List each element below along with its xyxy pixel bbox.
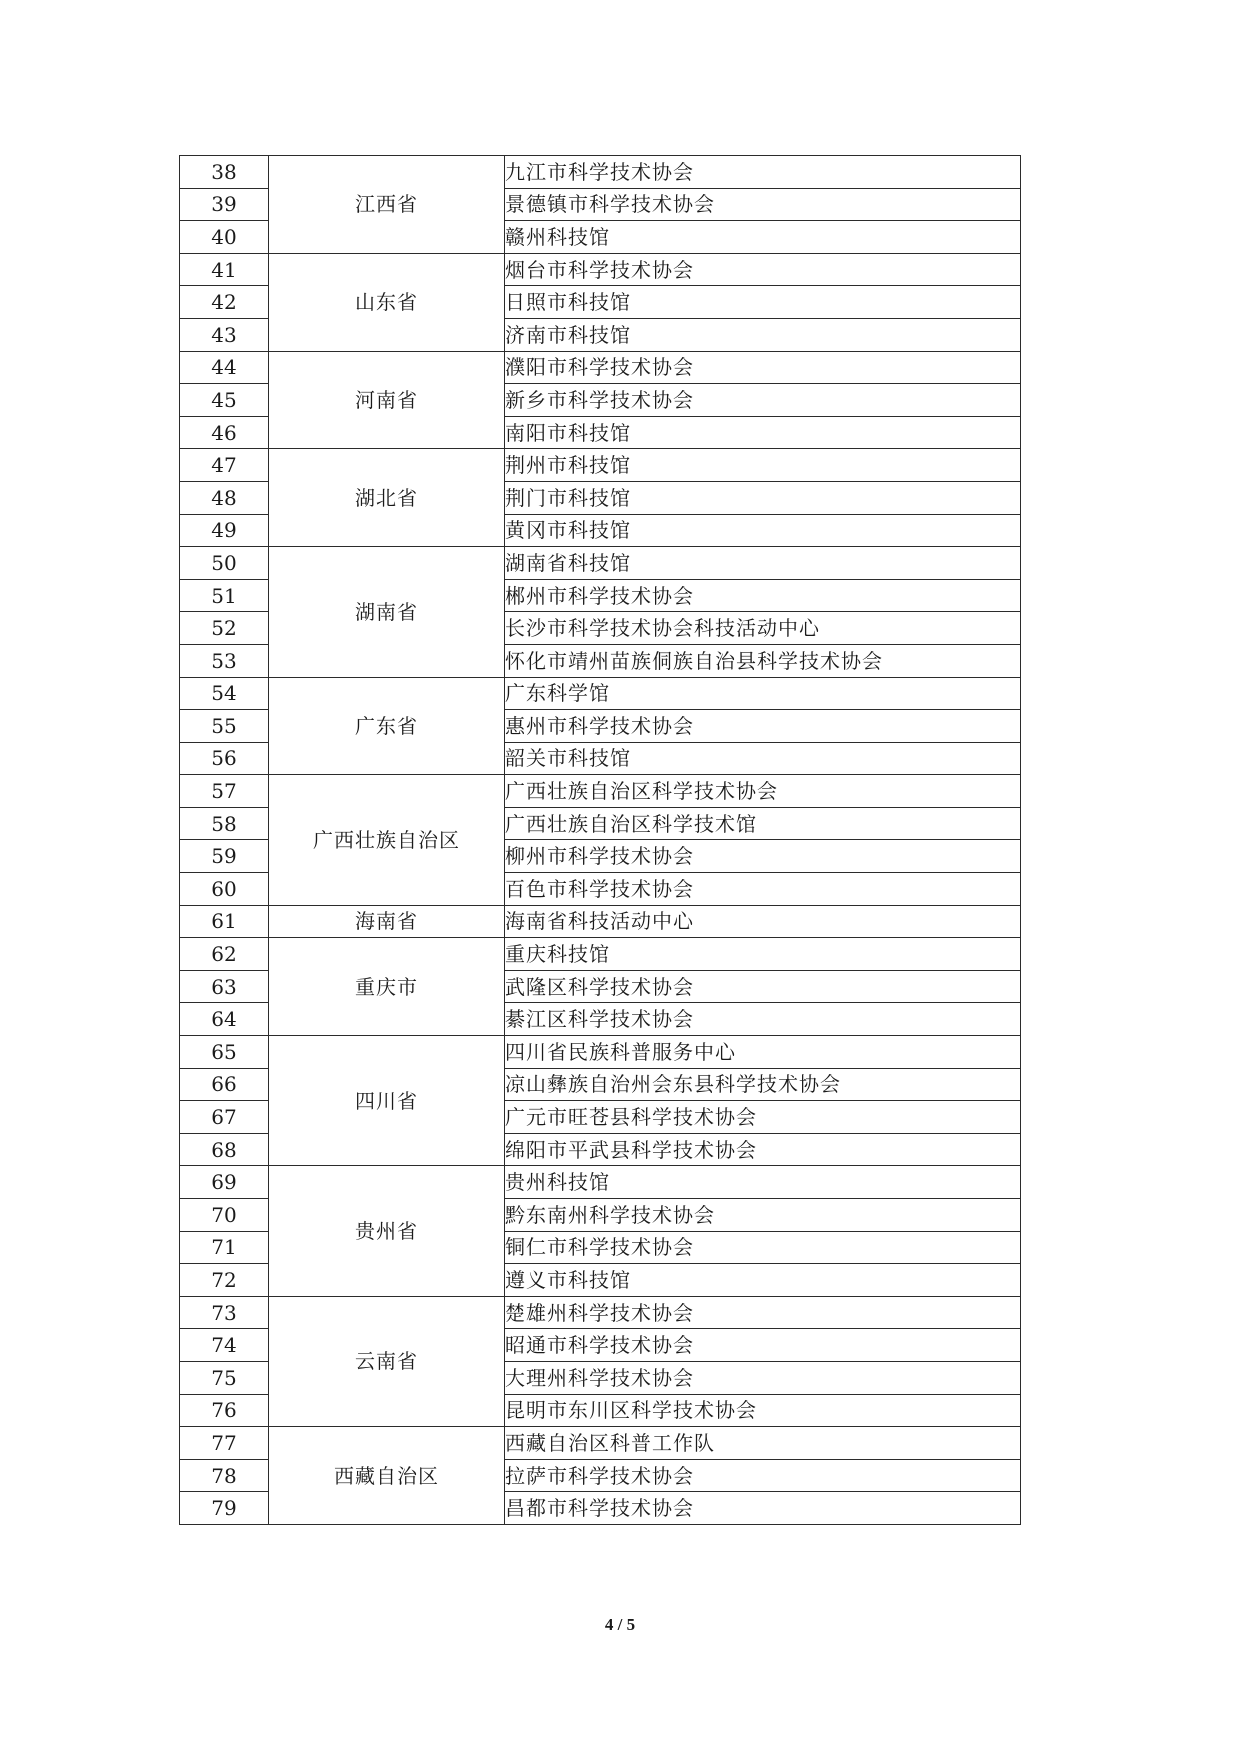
table-body [180, 156, 1021, 1525]
row-number: 66 [180, 1068, 269, 1101]
row-number: 55 [180, 710, 269, 743]
row-number: 77 [180, 1427, 269, 1460]
row-number: 62 [180, 938, 269, 971]
row-number: 41 [180, 253, 269, 286]
province-cell: 江西省 [269, 156, 505, 254]
row-number: 56 [180, 742, 269, 775]
row-number: 79 [180, 1492, 269, 1525]
row-number: 61 [180, 905, 269, 938]
table-row [180, 351, 1021, 384]
organization-name: 綦江区科学技术协会 [505, 1003, 1021, 1036]
table-row [180, 156, 1021, 189]
organization-name: 昆明市东川区科学技术协会 [505, 1394, 1021, 1427]
row-number: 50 [180, 547, 269, 580]
province-cell: 湖北省 [269, 449, 505, 547]
row-number: 73 [180, 1296, 269, 1329]
organization-name: 南阳市科技馆 [505, 416, 1021, 449]
organization-name: 遵义市科技馆 [505, 1264, 1021, 1297]
organization-name: 黔东南州科学技术协会 [505, 1199, 1021, 1232]
row-number: 57 [180, 775, 269, 808]
organization-name: 柳州市科学技术协会 [505, 840, 1021, 873]
row-number: 54 [180, 677, 269, 710]
table-row [180, 547, 1021, 580]
row-number: 51 [180, 579, 269, 612]
table-row [180, 775, 1021, 808]
row-number: 53 [180, 644, 269, 677]
province-cell: 西藏自治区 [269, 1427, 505, 1525]
organization-name: 大理州科学技术协会 [505, 1361, 1021, 1394]
province-cell: 广西壮族自治区 [269, 775, 505, 905]
organization-name: 四川省民族科普服务中心 [505, 1036, 1021, 1069]
organization-name: 广东科学馆 [505, 677, 1021, 710]
organization-table [179, 155, 1021, 1525]
row-number: 46 [180, 416, 269, 449]
table-row [180, 938, 1021, 971]
table-row [180, 677, 1021, 710]
table-row [180, 1036, 1021, 1069]
row-number: 70 [180, 1199, 269, 1232]
organization-name: 广西壮族自治区科学技术协会 [505, 775, 1021, 808]
row-number: 42 [180, 286, 269, 319]
organization-name: 惠州市科学技术协会 [505, 710, 1021, 743]
organization-name: 怀化市靖州苗族侗族自治县科学技术协会 [505, 644, 1021, 677]
organization-name: 济南市科技馆 [505, 318, 1021, 351]
organization-name: 烟台市科学技术协会 [505, 253, 1021, 286]
organization-name: 韶关市科技馆 [505, 742, 1021, 775]
page-number: 4 / 5 [604, 1615, 636, 1634]
organization-name: 日照市科技馆 [505, 286, 1021, 319]
organization-name: 濮阳市科学技术协会 [505, 351, 1021, 384]
table-row [180, 1427, 1021, 1460]
row-number: 44 [180, 351, 269, 384]
row-number: 47 [180, 449, 269, 482]
organization-name: 百色市科学技术协会 [505, 873, 1021, 906]
row-number: 45 [180, 384, 269, 417]
province-cell: 湖南省 [269, 547, 505, 677]
province-cell: 广东省 [269, 677, 505, 775]
row-number: 52 [180, 612, 269, 645]
row-number: 38 [180, 156, 269, 189]
row-number: 40 [180, 221, 269, 254]
organization-name: 昌都市科学技术协会 [505, 1492, 1021, 1525]
row-number: 39 [180, 188, 269, 221]
row-number: 72 [180, 1264, 269, 1297]
organization-name: 凉山彝族自治州会东县科学技术协会 [505, 1068, 1021, 1101]
organization-name: 拉萨市科学技术协会 [505, 1459, 1021, 1492]
row-number: 58 [180, 807, 269, 840]
province-cell: 山东省 [269, 253, 505, 351]
organization-name: 郴州市科学技术协会 [505, 579, 1021, 612]
row-number: 43 [180, 318, 269, 351]
organization-name: 景德镇市科学技术协会 [505, 188, 1021, 221]
organization-name: 长沙市科学技术协会科技活动中心 [505, 612, 1021, 645]
row-number: 49 [180, 514, 269, 547]
row-number: 59 [180, 840, 269, 873]
organization-name: 昭通市科学技术协会 [505, 1329, 1021, 1362]
province-cell: 贵州省 [269, 1166, 505, 1296]
row-number: 78 [180, 1459, 269, 1492]
row-number: 75 [180, 1361, 269, 1394]
organization-name: 荆门市科技馆 [505, 481, 1021, 514]
table-row [180, 449, 1021, 482]
row-number: 67 [180, 1101, 269, 1134]
organization-name: 重庆科技馆 [505, 938, 1021, 971]
row-number: 63 [180, 970, 269, 1003]
row-number: 48 [180, 481, 269, 514]
organization-name: 西藏自治区科普工作队 [505, 1427, 1021, 1460]
row-number: 68 [180, 1133, 269, 1166]
table-row [180, 905, 1021, 938]
row-number: 76 [180, 1394, 269, 1427]
organization-name: 海南省科技活动中心 [505, 905, 1021, 938]
organization-name: 荆州市科技馆 [505, 449, 1021, 482]
province-cell: 重庆市 [269, 938, 505, 1036]
organization-name: 九江市科学技术协会 [505, 156, 1021, 189]
province-cell: 四川省 [269, 1036, 505, 1166]
organization-name: 黄冈市科技馆 [505, 514, 1021, 547]
organization-name: 广西壮族自治区科学技术馆 [505, 807, 1021, 840]
table-row [180, 1296, 1021, 1329]
organization-name: 贵州科技馆 [505, 1166, 1021, 1199]
table-row [180, 253, 1021, 286]
organization-name: 赣州科技馆 [505, 221, 1021, 254]
province-cell: 海南省 [269, 905, 505, 938]
table-row [180, 1166, 1021, 1199]
row-number: 60 [180, 873, 269, 906]
row-number: 74 [180, 1329, 269, 1362]
row-number: 65 [180, 1036, 269, 1069]
province-cell: 云南省 [269, 1296, 505, 1426]
organization-name: 楚雄州科学技术协会 [505, 1296, 1021, 1329]
row-number: 69 [180, 1166, 269, 1199]
row-number: 71 [180, 1231, 269, 1264]
organization-name: 绵阳市平武县科学技术协会 [505, 1133, 1021, 1166]
organization-name: 铜仁市科学技术协会 [505, 1231, 1021, 1264]
organization-name: 广元市旺苍县科学技术协会 [505, 1101, 1021, 1134]
organization-name: 新乡市科学技术协会 [505, 384, 1021, 417]
organization-name: 武隆区科学技术协会 [505, 970, 1021, 1003]
province-cell: 河南省 [269, 351, 505, 449]
organization-name: 湖南省科技馆 [505, 547, 1021, 580]
row-number: 64 [180, 1003, 269, 1036]
